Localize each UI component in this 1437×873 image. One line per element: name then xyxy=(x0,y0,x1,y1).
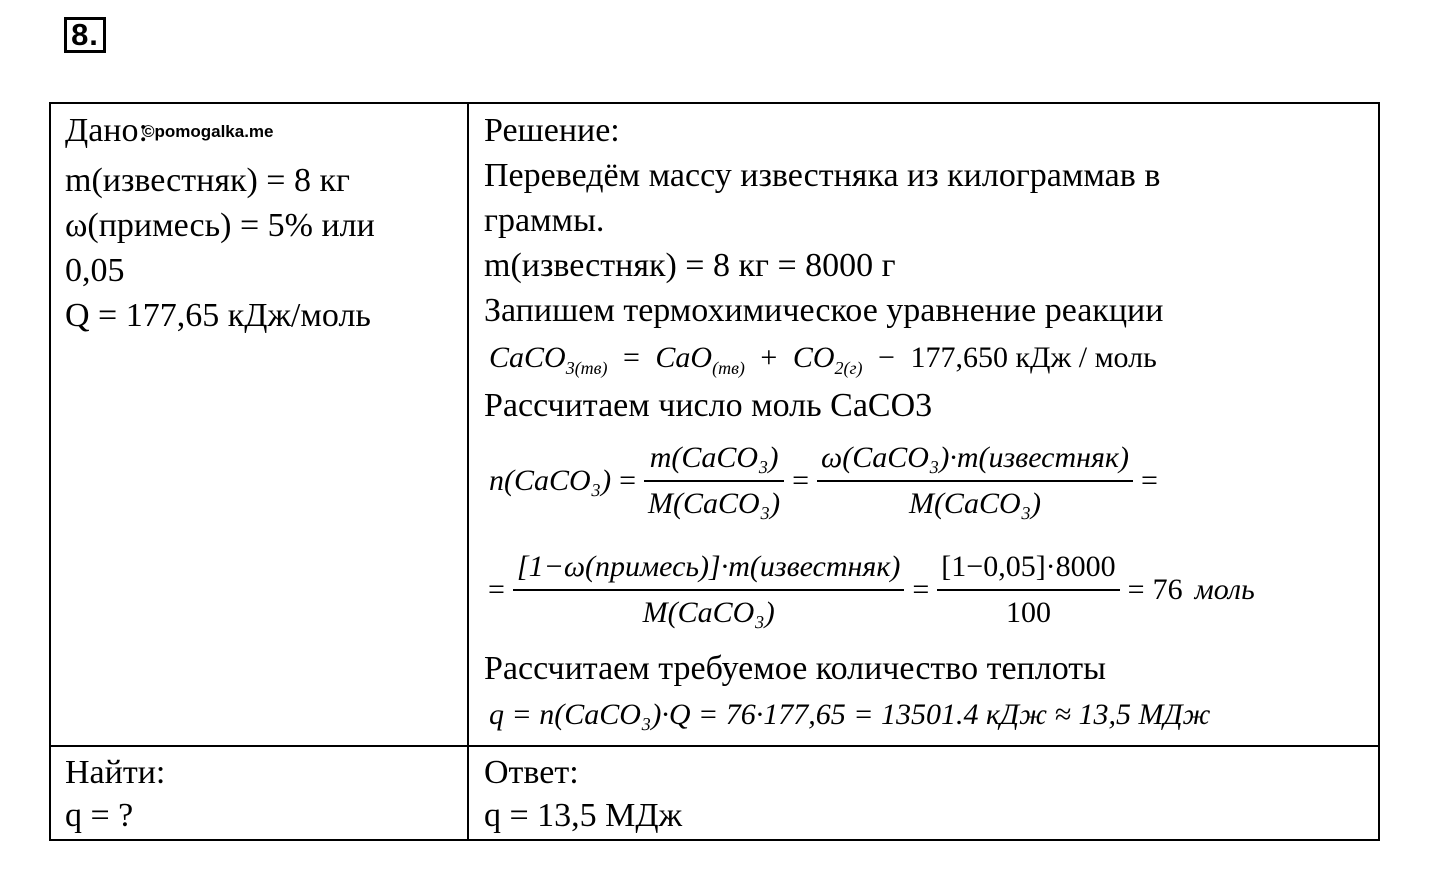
moles-formula: n(CaCO₃) = $\frac{\text{m(CaCO₃)}}{\text{M(CaCO₃)}}$ = $\frac{\text{ω(CaCO₃)·m(известняк)}}{\text{M(CaCO₃)}}$ = xyxy=(484,428,1378,534)
thermochemical-equation: CaCO$_{3(тв)}$ = $CaO_{(тв)} + CO_{2(г)} - 177,650$ кДж / моль xyxy=(489,341,1157,378)
solution-table xyxy=(49,102,1380,841)
task-number: 8. xyxy=(64,17,106,53)
step2-text: Запишем термохимическое уравнение реакции xyxy=(484,292,1164,329)
moles-unit: моль xyxy=(1194,573,1255,606)
step4-text: Рассчитаем требуемое количество теплоты xyxy=(484,650,1106,687)
given-cell xyxy=(50,103,468,746)
moles-formula-continued: = $\frac{\text{[1−ω(примесь)]·m(известняк)}}{\text{M(CaCO₃)}}$ = $\frac{[1-0,05]\cdot 8000}{100}$ = 76 моль xyxy=(484,534,1378,646)
solution-cell xyxy=(468,103,1379,746)
step1-result: m(известняк) = 8 кг = 8000 г xyxy=(484,247,896,284)
find-value: q = ? xyxy=(65,797,134,834)
fraction-1: $\frac{\text{m(CaCO₃)}}{\text{M(CaCO₃)}}$ xyxy=(644,436,784,526)
step3-text: Рассчитаем число моль CaCO3 xyxy=(484,387,933,424)
moles-result: 76 xyxy=(1152,573,1183,606)
fraction-3: $\frac{\text{[1−ω(примесь)]·m(известняк)}}{\text{M(CaCO₃)}}$ xyxy=(513,545,904,635)
given-line: ω(примесь) = 5% или xyxy=(65,207,375,244)
given-header-line xyxy=(65,108,467,158)
find-cell xyxy=(50,746,468,840)
given-line: m(известняк) = 8 кг xyxy=(65,162,350,199)
fraction-4: $\frac{[1-0,05]\cdot 8000}{100}$ xyxy=(937,545,1119,635)
watermark: ©pomogalka.me xyxy=(141,122,274,141)
heat-equation: q = n(CaCO₃)·Q = 76·177,65 = 13501.4 кДж ≈ 13,5 МДж xyxy=(489,698,1211,731)
answer-header: Ответ: xyxy=(484,754,579,791)
solution-header: Решение: xyxy=(484,112,620,149)
answer-cell xyxy=(468,746,1379,840)
fraction-2: $\frac{\text{ω(CaCO₃)·m(известняк)}}{\text{M(CaCO₃)}}$ xyxy=(817,436,1133,526)
given-header: Дано: xyxy=(65,112,148,149)
step1-line1: Переведём массу известняка из килограммав в xyxy=(484,157,1161,194)
given-line: Q = 177,65 кДж/моль xyxy=(65,297,371,334)
given-line: 0,05 xyxy=(65,252,125,289)
answer-value: q = 13,5 МДж xyxy=(484,797,683,834)
step1-line2: граммы. xyxy=(484,202,605,239)
find-header: Найти: xyxy=(65,754,166,791)
formula-lhs: n(CaCO₃) xyxy=(489,464,612,497)
